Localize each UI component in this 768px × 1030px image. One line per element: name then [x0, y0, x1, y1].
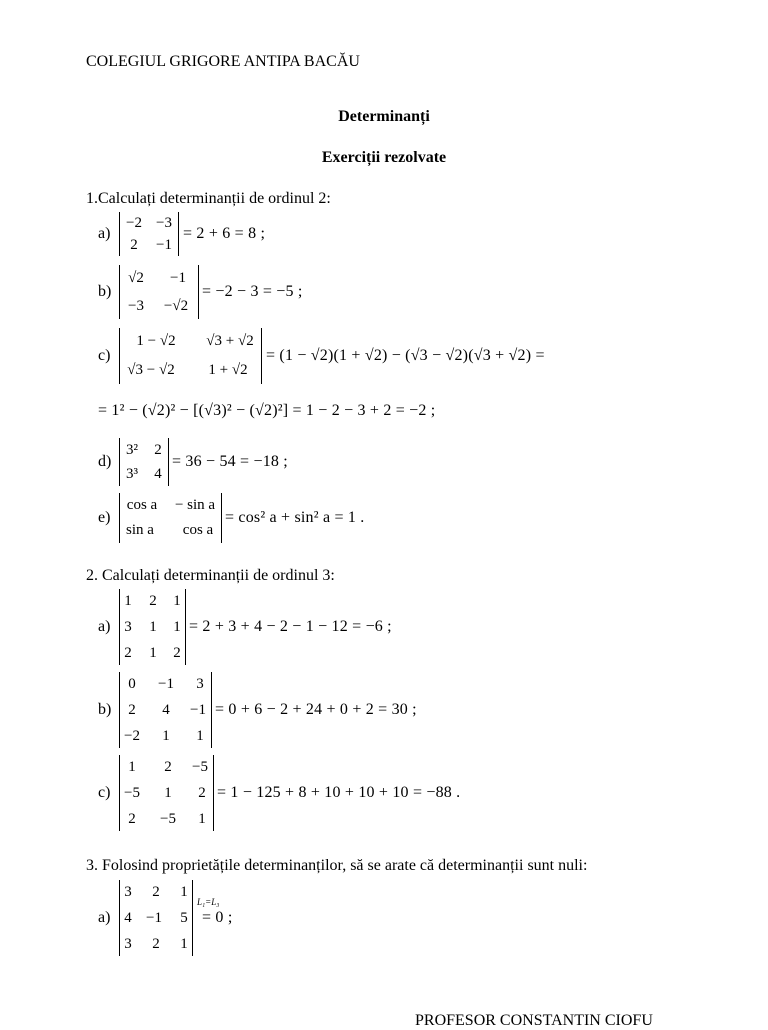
- matrix-cell: 2: [173, 645, 181, 661]
- determinant-matrix: [119, 672, 212, 748]
- matrix-cell: cos a: [182, 522, 214, 538]
- matrix-cell: −2: [124, 728, 140, 744]
- matrix-cell: cos a: [126, 497, 158, 513]
- matrix-cell: 1: [196, 728, 204, 744]
- matrix-cell: 3: [124, 936, 132, 952]
- determinant-result: = cos² a + sin² a = 1 .: [225, 509, 365, 526]
- determinant-result: = 2 + 6 = 8 ;: [183, 225, 266, 242]
- matrix-cell: 3³: [126, 466, 138, 482]
- determinant-matrix: [119, 438, 169, 486]
- matrix-cell: √3 + √2: [206, 333, 254, 349]
- matrix-cell: 1: [198, 811, 206, 827]
- determinant-result-continuation: = 1² − (√2)² − [(√3)² − (√2)²] = 1 − 2 − 3 + 2 = −2 ;: [98, 402, 436, 419]
- item-label: e): [98, 509, 111, 526]
- matrix-cell: 4: [162, 702, 170, 718]
- matrix-cell: 3²: [126, 442, 138, 458]
- matrix-cell: 2: [124, 645, 132, 661]
- matrix-cell: 1: [164, 785, 172, 801]
- matrix-cell: 1: [124, 593, 132, 609]
- matrix-cell: 2: [198, 785, 206, 801]
- matrix-cell: 1: [173, 593, 181, 609]
- matrix-cell: −1: [158, 676, 174, 692]
- matrix-cell: 0: [128, 676, 136, 692]
- matrix-cell: −3: [156, 215, 172, 231]
- section1-heading: 1.Calculați determinanții de ordinul 2:: [86, 190, 331, 207]
- page-subtitle: Exerciții rezolvate: [321, 149, 447, 166]
- matrix-cell: −√2: [163, 298, 189, 314]
- determinant-result: = (1 − √2)(1 + √2) − (√3 − √2)(√3 + √2) =: [266, 347, 545, 364]
- item-label: a): [98, 618, 111, 635]
- matrix-cell: sin a: [126, 522, 154, 538]
- matrix-cell: 1: [180, 884, 188, 900]
- matrix-cell: 1 − √2: [136, 333, 176, 349]
- matrix-cell: 1: [162, 728, 170, 744]
- matrix-cell: −1: [170, 270, 186, 286]
- matrix-cell: 2: [128, 811, 136, 827]
- determinant-result: = 2 + 3 + 4 − 2 − 1 − 12 = −6 ;: [189, 618, 392, 635]
- matrix-cell: 2: [164, 759, 172, 775]
- matrix-cell: 1: [173, 619, 181, 635]
- item-label: d): [98, 453, 112, 470]
- determinant-result: = −2 − 3 = −5 ;: [202, 283, 303, 300]
- matrix-cell: 2: [149, 593, 157, 609]
- determinant-result: = 36 − 54 = −18 ;: [172, 453, 288, 470]
- matrix-cell: −5: [124, 785, 140, 801]
- section3-heading: 3. Folosind proprietățile determinanților, să se arate că determinanții sunt nuli:: [86, 857, 588, 874]
- matrix-cell: 2: [128, 702, 136, 718]
- matrix-cell: √3 − √2: [127, 362, 175, 378]
- matrix-cell: 2: [154, 442, 162, 458]
- matrix-cell: 3: [124, 619, 132, 635]
- item-label: c): [98, 784, 111, 801]
- item-label: c): [98, 347, 111, 364]
- matrix-cell: 2: [152, 884, 160, 900]
- matrix-cell: − sin a: [174, 497, 216, 513]
- item-label: b): [98, 283, 112, 300]
- determinant-matrix: [119, 328, 262, 384]
- matrix-cell: −1: [156, 237, 172, 253]
- author-footer: PROFESOR CONSTANTIN CIOFU: [415, 1012, 653, 1029]
- determinant-matrix: [119, 589, 186, 665]
- page-title: Determinanți: [338, 108, 430, 125]
- matrix-cell: 3: [124, 884, 132, 900]
- matrix-cell: 1: [149, 645, 157, 661]
- determinant-matrix: [119, 493, 222, 543]
- matrix-cell: 4: [154, 466, 162, 482]
- matrix-cell: −3: [128, 298, 144, 314]
- matrix-cell: −1: [146, 910, 162, 926]
- item-label: a): [98, 225, 111, 242]
- matrix-cell: −5: [160, 811, 176, 827]
- matrix-cell: 1: [180, 936, 188, 952]
- determinant-result: = 0 + 6 − 2 + 24 + 0 + 2 = 30 ;: [215, 701, 417, 718]
- matrix-cell: 1: [149, 619, 157, 635]
- school-header: COLEGIUL GRIGORE ANTIPA BACĂU: [86, 53, 360, 70]
- matrix-cell: −5: [192, 759, 208, 775]
- matrix-cell: 1: [128, 759, 136, 775]
- matrix-cell: −1: [190, 702, 206, 718]
- matrix-cell: 4: [124, 910, 132, 926]
- matrix-cell: 2: [152, 936, 160, 952]
- matrix-cell: −2: [126, 215, 142, 231]
- matrix-cell: 5: [180, 910, 188, 926]
- determinant-result: = 0 ;: [202, 909, 233, 926]
- determinant-matrix: [119, 265, 199, 319]
- matrix-cell: 1 + √2: [208, 362, 248, 378]
- determinant-matrix: [119, 212, 179, 256]
- row-operation-label: L₁=L₃: [197, 897, 220, 907]
- item-label: a): [98, 909, 111, 926]
- matrix-cell: √2: [128, 270, 144, 286]
- determinant-result: = 1 − 125 + 8 + 10 + 10 + 10 = −88 .: [217, 784, 461, 801]
- item-label: b): [98, 701, 112, 718]
- matrix-cell: 3: [196, 676, 204, 692]
- matrix-cell: 2: [130, 237, 138, 253]
- section2-heading: 2. Calculați determinanții de ordinul 3:: [86, 567, 335, 584]
- determinant-matrix: [119, 755, 214, 831]
- determinant-matrix: [119, 880, 193, 956]
